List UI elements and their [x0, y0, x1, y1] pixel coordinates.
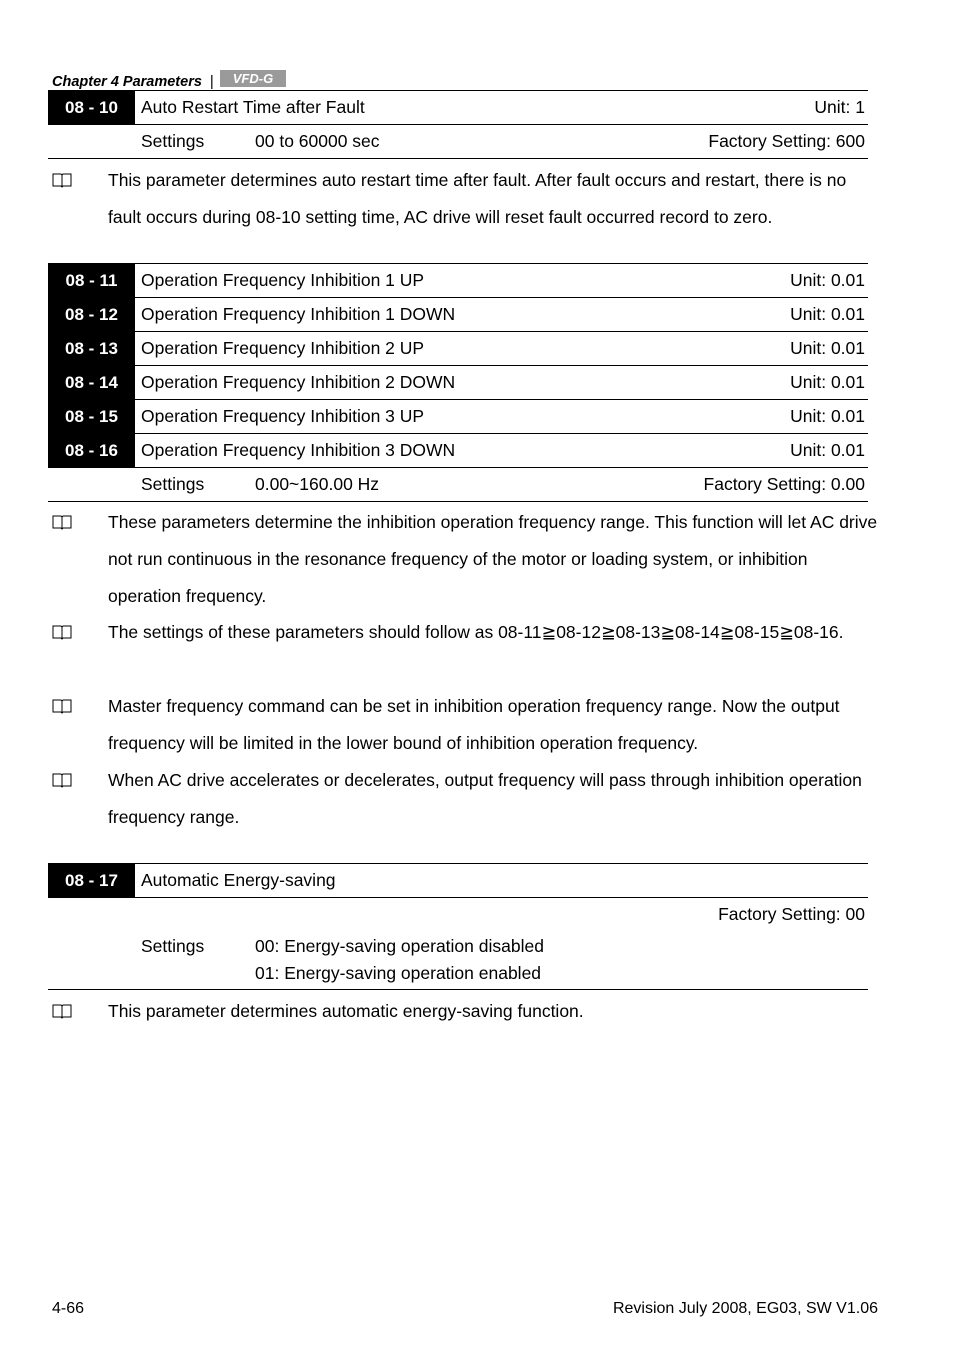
- vfd-g-logo: [220, 70, 286, 87]
- param-row: [48, 297, 868, 331]
- settings-option: 00: Energy-saving operation disabled: [255, 936, 544, 956]
- note-text: The settings of these parameters should follow as 08-11≧08-12≧08-13≧08-14≧08-15≧08-16.: [108, 622, 844, 642]
- param-name: Operation Frequency Inhibition 1 DOWN: [141, 304, 456, 324]
- book-icon: [52, 614, 72, 651]
- settings-option: 01: Energy-saving operation enabled: [255, 963, 542, 983]
- param-row: [48, 331, 868, 365]
- param-unit: Unit: 0.01: [790, 406, 865, 426]
- header-separator: |: [209, 73, 214, 90]
- param-row: [48, 433, 868, 467]
- note-text: Master frequency command can be set in inhibition operation frequency range. Now the output frequency will be limited in the lower bound of inhibition operation frequency.: [108, 696, 840, 753]
- book-icon: [52, 162, 72, 199]
- param-name: Automatic Energy-saving: [141, 870, 336, 890]
- param-table-08-17: [48, 863, 868, 990]
- note-text: This parameter determines auto restart time after fault. After fault occurs and restart, there is no fault occurs during 08-10 setting time, AC drive will reset fault occurred record to zero.: [108, 170, 847, 227]
- settings-block: [48, 897, 868, 990]
- settings-label: Settings: [141, 131, 205, 151]
- param-row: [48, 399, 868, 433]
- param-row: [48, 90, 868, 124]
- note-item: [52, 614, 882, 651]
- chapter-title: Chapter 4 Parameters: [52, 74, 202, 90]
- param-code: 08 - 17: [48, 864, 135, 898]
- param-unit: Unit: 0.01: [790, 440, 865, 460]
- param-name: Operation Frequency Inhibition 3 DOWN: [141, 440, 456, 460]
- param-name: Operation Frequency Inhibition 2 DOWN: [141, 372, 456, 392]
- page-number: 4-66: [52, 1300, 85, 1317]
- param-row: [48, 863, 868, 897]
- param-row: [48, 365, 868, 399]
- factory-setting: Factory Setting: 0.00: [703, 474, 865, 494]
- settings-label: Settings: [141, 936, 205, 956]
- param-code: 08 - 11: [48, 264, 135, 298]
- param-unit: Unit: 0.01: [790, 270, 865, 290]
- settings-value: 0.00~160.00 Hz: [255, 474, 380, 494]
- page-header: [52, 66, 286, 90]
- settings-row: [48, 124, 868, 159]
- param-code: 08 - 10: [48, 91, 135, 125]
- note-text: When AC drive accelerates or decelerates, output frequency will pass through inhibition operation frequency range.: [108, 770, 862, 827]
- param-table-08-11-16: [48, 263, 868, 502]
- note-item: [52, 762, 882, 836]
- param-name: Operation Frequency Inhibition 2 UP: [141, 338, 425, 358]
- revision-info: Revision July 2008, EG03, SW V1.06: [612, 1300, 878, 1317]
- param-unit: Unit: 0.01: [790, 304, 865, 324]
- factory-setting: Factory Setting: 00: [718, 904, 865, 924]
- settings-row: [48, 467, 868, 502]
- book-icon: [52, 688, 72, 725]
- note-text: These parameters determine the inhibition operation frequency range. This function will let AC drive not run continuous in the resonance frequency of the motor or loading system, or inhibition operation frequency.: [108, 512, 878, 606]
- book-icon: [52, 762, 72, 799]
- param-code: 08 - 12: [48, 298, 135, 332]
- settings-value: 00 to 60000 sec: [255, 131, 380, 151]
- note-item: [52, 504, 882, 615]
- param-name: Operation Frequency Inhibition 1 UP: [141, 270, 425, 290]
- param-row: [48, 263, 868, 297]
- note-item: [52, 162, 882, 236]
- param-name: Auto Restart Time after Fault: [141, 97, 365, 117]
- note-item: [52, 993, 882, 1030]
- factory-setting: Factory Setting: 600: [708, 131, 865, 151]
- param-code: 08 - 13: [48, 332, 135, 366]
- param-unit: Unit: 1: [814, 97, 865, 117]
- book-icon: [52, 504, 72, 541]
- param-unit: Unit: 0.01: [790, 338, 865, 358]
- param-name: Operation Frequency Inhibition 3 UP: [141, 406, 425, 426]
- param-unit: Unit: 0.01: [790, 372, 865, 392]
- note-text: This parameter determines automatic energy-saving function.: [108, 1001, 584, 1021]
- svg-text:VFD-G: VFD-G: [232, 71, 274, 86]
- param-code: 08 - 14: [48, 366, 135, 400]
- param-table-08-10: [48, 90, 868, 159]
- note-item: [52, 688, 882, 762]
- param-code: 08 - 15: [48, 400, 135, 434]
- settings-label: Settings: [141, 474, 205, 494]
- param-code: 08 - 16: [48, 434, 135, 468]
- book-icon: [52, 993, 72, 1030]
